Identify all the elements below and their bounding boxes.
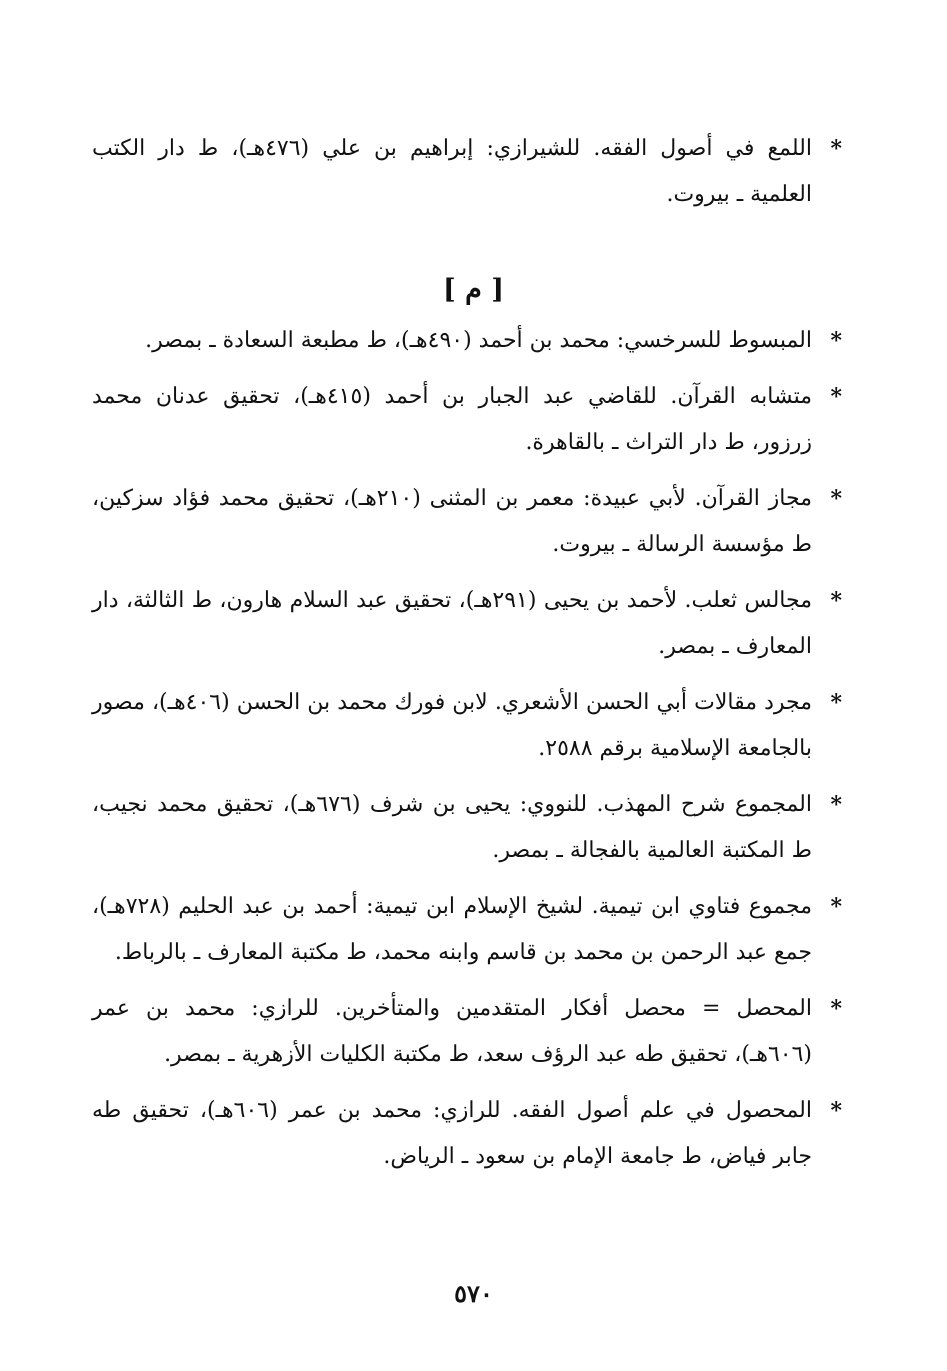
- bibliography-entry: [92, 986, 842, 1078]
- page-number: ٥٧٠: [454, 1279, 493, 1308]
- bibliography-entry: [92, 1088, 842, 1180]
- bibliography-entry: [92, 476, 842, 568]
- bibliography-entry: [92, 884, 842, 976]
- asterisk-bullet: *: [830, 894, 842, 920]
- asterisk-bullet: *: [830, 136, 842, 162]
- entry-list-top: [92, 126, 842, 228]
- entry-text: المحصول في علم أصول الفقه. للرازي: محمد بن عمر (٦٠٦هـ)، تحقيق طه جابر فياض، ط جامعة الإمام بن سعود ـ الرياض.: [92, 1098, 812, 1169]
- asterisk-bullet: *: [830, 1098, 842, 1124]
- bibliography-entry: [92, 680, 842, 772]
- entry-text: المبسوط للسرخسي: محمد بن أحمد (٤٩٠هـ)، ط مطبعة السعادة ـ بمصر.: [145, 328, 812, 353]
- bibliography-entry: [92, 578, 842, 670]
- asterisk-bullet: *: [830, 588, 842, 614]
- entry-text: مجموع فتاوي ابن تيمية. لشيخ الإسلام ابن تيمية: أحمد بن عبد الحليم (٧٢٨هـ)، جمع عبد الرحمن بن محمد بن قاسم وابنه محمد، ط مكتبة المعارف ـ بالرباط.: [92, 894, 812, 965]
- bibliography-entry: [92, 126, 842, 218]
- asterisk-bullet: *: [830, 486, 842, 512]
- bibliography-entry: [92, 318, 842, 364]
- asterisk-bullet: *: [830, 690, 842, 716]
- entry-text: المحصل = محصل أفكار المتقدمين والمتأخرين. للرازي: محمد بن عمر (٦٠٦هـ)، تحقيق طه عبد الرؤف سعد، ط مكتبة الكليات الأزهرية ـ بمصر.: [92, 996, 812, 1067]
- asterisk-bullet: *: [830, 792, 842, 818]
- entry-text: مجرد مقالات أبي الحسن الأشعري. لابن فورك محمد بن الحسن (٤٠٦هـ)، مصور بالجامعة الإسلامية برقم ٢٥٨٨.: [92, 690, 812, 761]
- entry-text: مجالس ثعلب. لأحمد بن يحيى (٢٩١هـ)، تحقيق عبد السلام هارون، ط الثالثة، دار المعارف ـ بمصر.: [92, 588, 812, 659]
- bibliography-entry: [92, 374, 842, 466]
- bibliography-entry: [92, 782, 842, 874]
- asterisk-bullet: *: [830, 328, 842, 354]
- entry-text: متشابه القرآن. للقاضي عبد الجبار بن أحمد (٤١٥هـ)، تحقيق عدنان محمد زرزور، ط دار التراث ـ بالقاهرة.: [92, 384, 813, 455]
- section-header: [ م ]: [442, 274, 505, 305]
- entry-text: اللمع في أصول الفقه. للشيرازي: إبراهيم بن علي (٤٧٦هـ)، ط دار الكتب العلمية ـ بيروت.: [92, 136, 812, 207]
- entry-text: مجاز القرآن. لأبي عبيدة: معمر بن المثنى (٢١٠هـ)، تحقيق محمد فؤاد سزكين، ط مؤسسة الرسالة ـ بيروت.: [92, 486, 812, 557]
- asterisk-bullet: *: [830, 384, 842, 410]
- asterisk-bullet: *: [830, 996, 842, 1022]
- entry-text: المجموع شرح المهذب. للنووي: يحيى بن شرف (٦٧٦هـ)، تحقيق محمد نجيب، ط المكتبة العالمية بالفجالة ـ بمصر.: [92, 792, 812, 863]
- entry-list: [92, 318, 842, 1190]
